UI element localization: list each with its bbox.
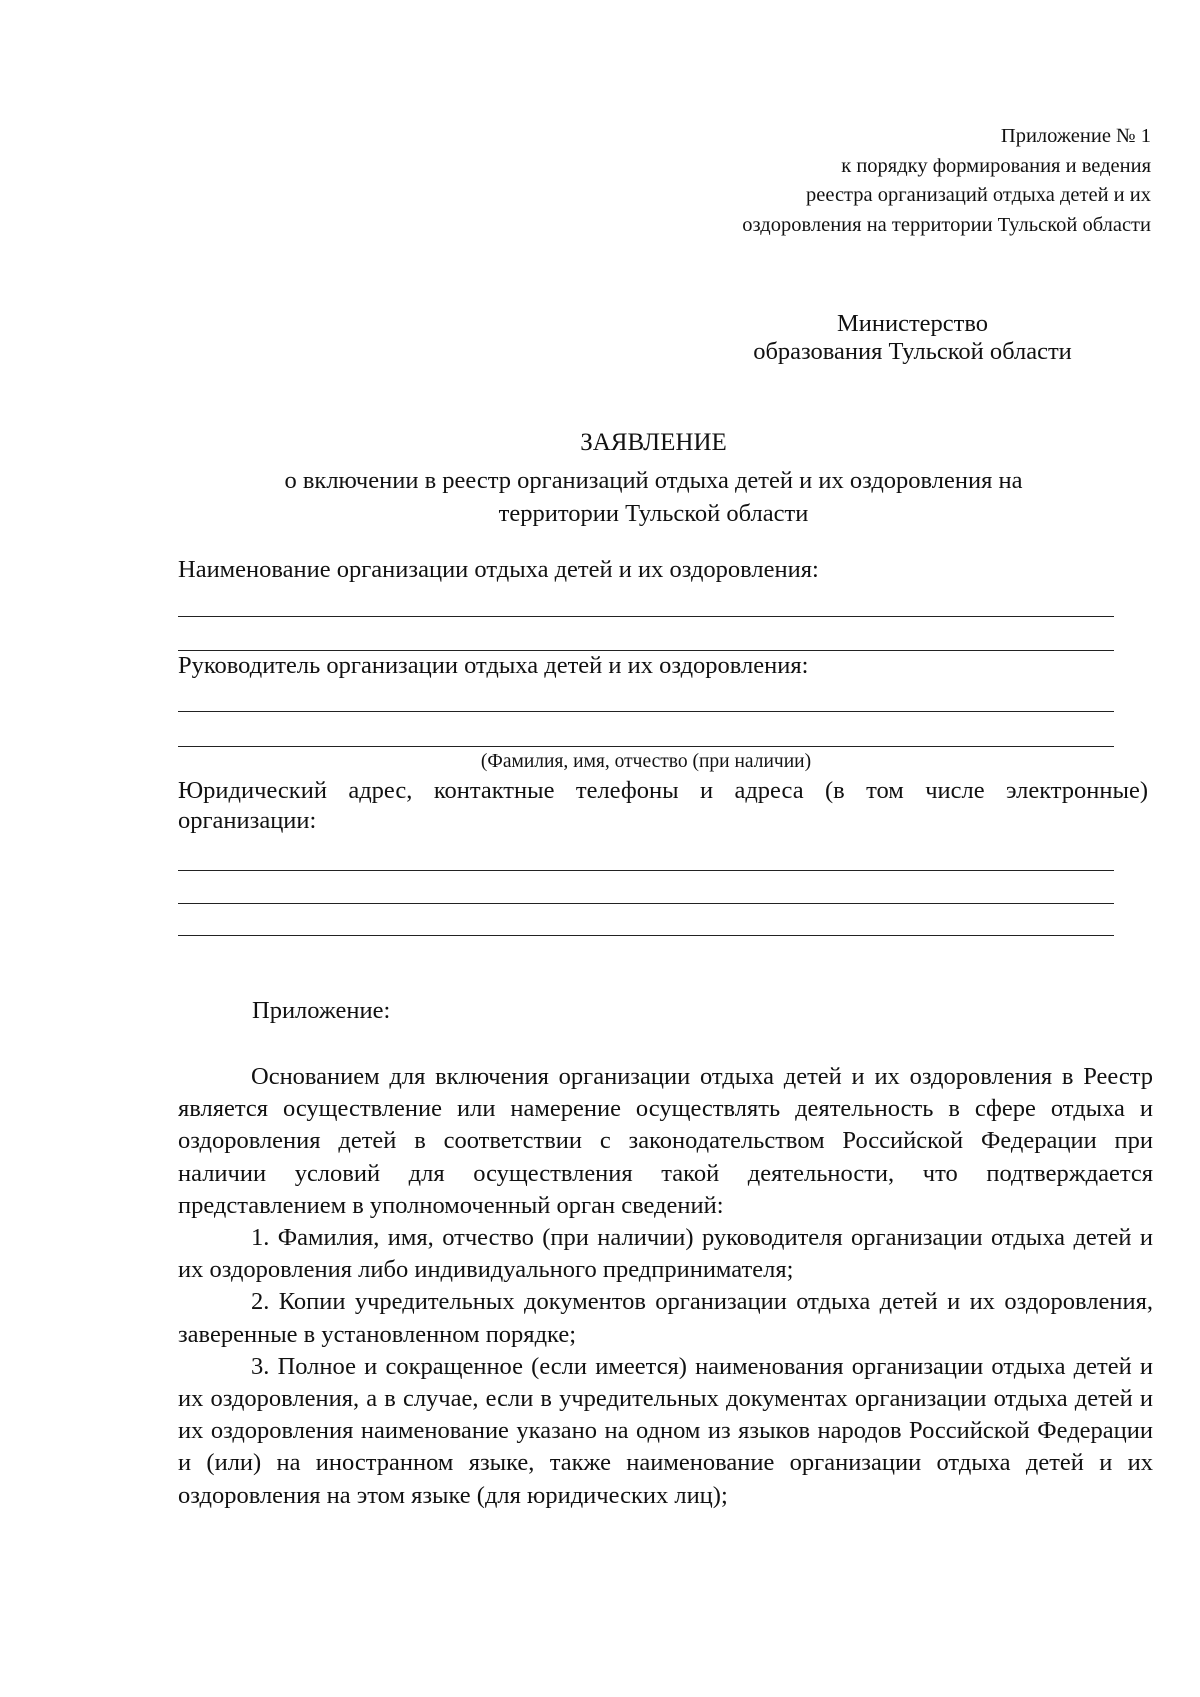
body-item-1: 1. Фамилия, имя, отчество (при наличии) руководителя организации отдыха детей и их оздоровления либо индивидуального предпринимателя; (178, 1224, 1153, 1284)
body-item-2: 2. Копии учредительных документов организации отдыха детей и их оздоровления, заверенные в установленном порядке; (178, 1288, 1153, 1348)
head-line-1[interactable] (178, 711, 1114, 712)
address-line-2[interactable] (178, 903, 1114, 904)
head-caption: (Фамилия, имя, отчество (при наличии) (480, 751, 812, 772)
addressee (720, 310, 1105, 366)
address-label: Юридический адрес, контактные телефоны и адреса (в том числе электронные) организации: (178, 777, 1148, 834)
attachments-label: Приложение: (252, 997, 391, 1024)
appendix-line-4: оздоровления на территории Тульской области (742, 213, 1151, 236)
document-subtitle (180, 464, 1127, 530)
body-intro: Основанием для включения организации отдыха детей и их оздоровления в Реестр является осуществление или намерение осуществлять деятельность в сфере отдыха и оздоровления детей в соответствии с законодательством Российской Федерации при наличии условий для осуществления такой деятельности, что подтверждается представлением в уполномоченный орган сведений: (178, 1063, 1153, 1219)
addressee-line-2: образования Тульской области (753, 338, 1072, 365)
appendix-line-3: реестра организаций отдыха детей и их (806, 184, 1151, 206)
subtitle-line-2: территории Тульской области (498, 500, 809, 527)
org-name-line-1[interactable] (178, 616, 1114, 617)
body-item-3: 3. Полное и сокращенное (если имеется) наименования организации отдыха детей и их оздоровления, а в случае, если в учредительных документах организации отдыха детей и их оздоровления наименование указано на одном из языков народов Российской Федерации и (или) на иностранном языке, также наименование организации отдыха детей и их оздоровления на этом языке (для юридических лиц); (178, 1352, 1153, 1509)
org-name-label: Наименование организации отдыха детей и их оздоровления: (178, 556, 819, 583)
appendix-line-2: к порядку формирования и ведения (841, 154, 1151, 177)
address-line-1[interactable] (178, 870, 1114, 871)
body-text (178, 1061, 1153, 1512)
head-label: Руководитель организации отдыха детей и их оздоровления: (178, 652, 809, 679)
appendix-line-1: Приложение № 1 (1000, 125, 1151, 147)
addressee-line-1: Министерство (836, 310, 989, 337)
appendix-header (742, 122, 1151, 240)
head-line-2[interactable] (178, 746, 1114, 747)
address-line-3[interactable] (178, 935, 1114, 936)
document-title: ЗАЯВЛЕНИЕ (580, 429, 727, 456)
subtitle-line-1: о включении в реестр организаций отдыха детей и их оздоровления на (284, 467, 1023, 494)
